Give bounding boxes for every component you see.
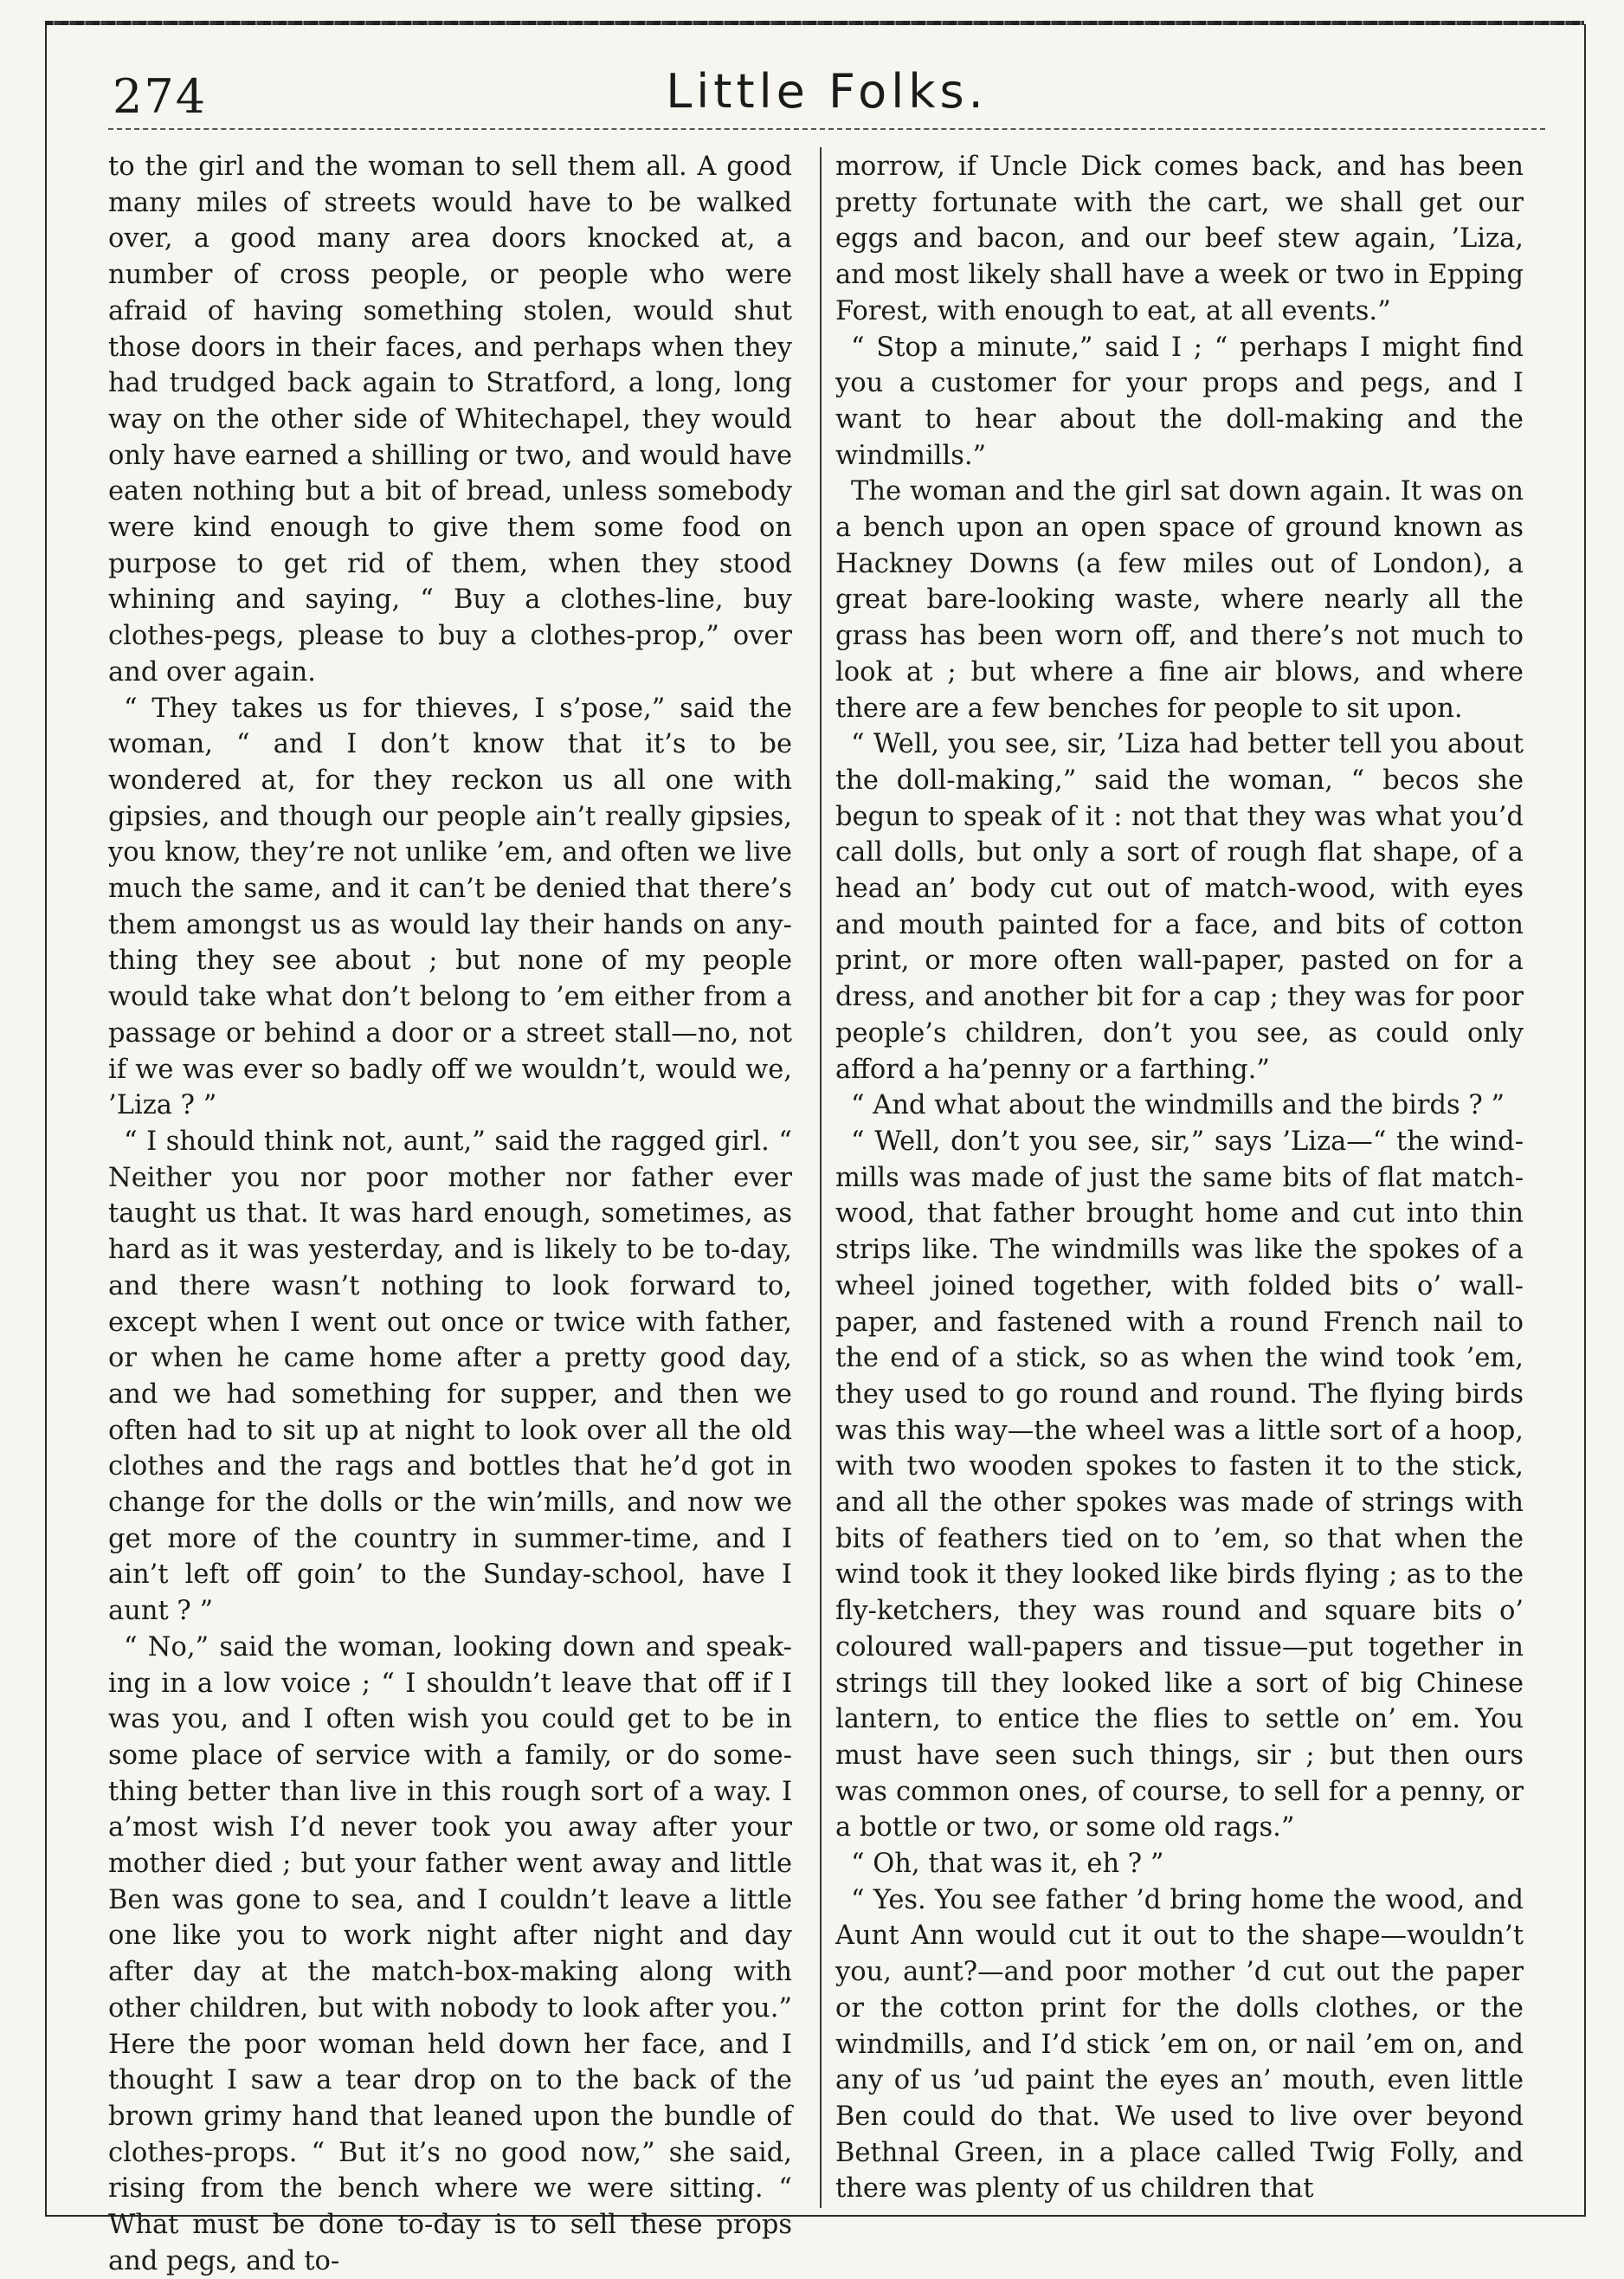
- paragraph: “ Well, you see, sir, ’Liza had better tell you about the doll-making,” said the woman, “ becos she begun to speak of it : not that they was what you’d call dolls, but only a sort of rough flat shape, of a head an’ body cut out of match-wood, with eyes and mouth painted for a face, and bits of cotton print, or more often wall-paper, pasted on for a dress, and another bit for a cap ; they was for poor people’s children, don’t you see, as could only afford a ha’penny or a farthing.”: [835, 729, 1524, 1085]
- paragraph: “ No,” said the woman, looking down and speak-ing in a low voice ; “ I shouldn’t leave that off if I was you, and I often wish you could get to be in some place of service with a family, or do some-thing better than live in this rough sort of a way. I a’most wish I’d never took you away after your mother died ; but your father went away and little Ben was gone to sea, and I couldn’t leave a little one like you to work night after night and day after day at the match-box-making along with other children, but with nobody to look after you.” Here the poor woman held down her face, and I thought I saw a tear drop on to the back of the brown grimy hand that leaned upon the bundle of clothes-props. “ But it’s no good now,” she said, rising from the bench where we were sitting. “ What must be done to-day is to sell these props and pegs, and to-: [108, 1631, 792, 2276]
- page-header: [113, 64, 1541, 125]
- paragraph: “ And what about the windmills and the birds ? ”: [851, 1090, 1505, 1121]
- paragraph: “ Stop a minute,” said I ; “ perhaps I might find you a customer for your props and pegs, and I want to hear about the doll-making and the windmills.”: [835, 332, 1524, 471]
- left-column: [108, 149, 792, 2279]
- paragraph: “ Well, don’t you see, sir,” says ’Liza—“ the wind-mills was made of just the same bits of flat match-wood, that father brought home and cut into thin strips like. The windmills was like the spokes of a wheel joined together, with folded bits o’ wall-paper, and fastened with a round French nail to the end of a stick, so as when the wind took ’em, they used to go round and round. The flying birds was this way—the wheel was a little sort of a hoop, with two wooden spokes to fasten it to the stick, and all the other spokes was made of strings with bits of feathers tied on to ’em, so that when the wind took it they looked like birds flying ; as to the fly-ketchers, they was round and square bits o’ coloured wall-papers and tissue—put together in strings till they looked like a sort of big Chinese lantern, to entice the flies to settle on’ em. You must have seen such things, sir ; but then ours was common ones, of course, to sell for a penny, or a bottle or two, or some old rags.”: [835, 1126, 1524, 1843]
- page-number: 274: [113, 69, 208, 124]
- paragraph: “ They takes us for thieves, I s’pose,” said the woman, “ and I don’t know that it’s to be wondered at, for they reckon us all one with gipsies, and though our people ain’t really gipsies, you know, they’re not unlike ’em, and often we live much the same, and it can’t be denied that there’s them amongst us as would lay their hands on any-thing they see about ; but none of my people would take what don’t belong to ’em either from a passage or behind a door or a street stall—no, not if we was ever so badly off we wouldn’t, would we, ’Liza ? ”: [108, 693, 792, 1121]
- paragraph: morrow, if Uncle Dick comes back, and has been pretty fortunate with the cart, we shall get our eggs and bacon, and our beef stew again, ’Liza, and most likely shall have a week or two in Epping Forest, with enough to eat, at all events.”: [835, 152, 1524, 326]
- paragraph: “ Yes. You see father ’d bring home the wood, and Aunt Ann would cut it out to the shape—wouldn’t you, aunt?—and poor mother ’d cut out the paper or the cotton print for the dolls clothes, or the windmills, and I’d stick ’em on, or nail ’em on, and any of us ’ud paint the eyes an’ mouth, even little Ben could do that. We used to live over beyond Bethnal Green, in a place called Twig Folly, and there was plenty of us children that: [835, 1884, 1524, 2205]
- paragraph: The woman and the girl sat down again. It was on a bench upon an open space of ground known as Hackney Downs (a few miles out of London), a great bare-looking waste, where nearly all the grass has been worn off, and there’s not much to look at ; but where a fine air blows, and where there are a few benches for people to sit upon.: [835, 476, 1524, 724]
- right-column: [835, 149, 1524, 2207]
- paragraph: “ Oh, that was it, eh ? ”: [851, 1849, 1164, 1880]
- paragraph: “ I should think not, aunt,” said the ragged girl. “ Neither you nor poor mother nor father ever taught us that. It was hard enough, sometimes, as hard as it was yesterday, and is likely to be to-day, and there wasn’t nothing to look forward to, except when I went out once or twice with father, or when he came home after a pretty good day, and we had something for supper, and then we often had to sit up at night to look over all the old clothes and the rags and bottles that he’d got in change for the dolls or the win’mills, and now we get more of the country in summer-time, and I ain’t left off goin’ to the Sunday-school, have I aunt ? ”: [108, 1126, 792, 1627]
- column-divider: [820, 147, 822, 2208]
- header-rule: [108, 128, 1545, 130]
- journal-title: Little Folks.: [666, 64, 988, 119]
- paragraph: to the girl and the woman to sell them all. A good many miles of streets would have to be walked over, a good many area doors knocked at, a number of cross people, or people who were afraid of having something stolen, would shut those doors in their faces, and perhaps when they had trudged back again to Stratford, a long, long way on the other side of Whitechapel, they would only have earned a shilling or two, and would have eaten nothing but a bit of bread, unless somebody were kind enough to give them some food on purpose to get rid of them, when they stood whining and saying, “ Buy a clothes-line, buy clothes-pegs, please to buy a clothes-prop,” over and over again.: [108, 152, 792, 688]
